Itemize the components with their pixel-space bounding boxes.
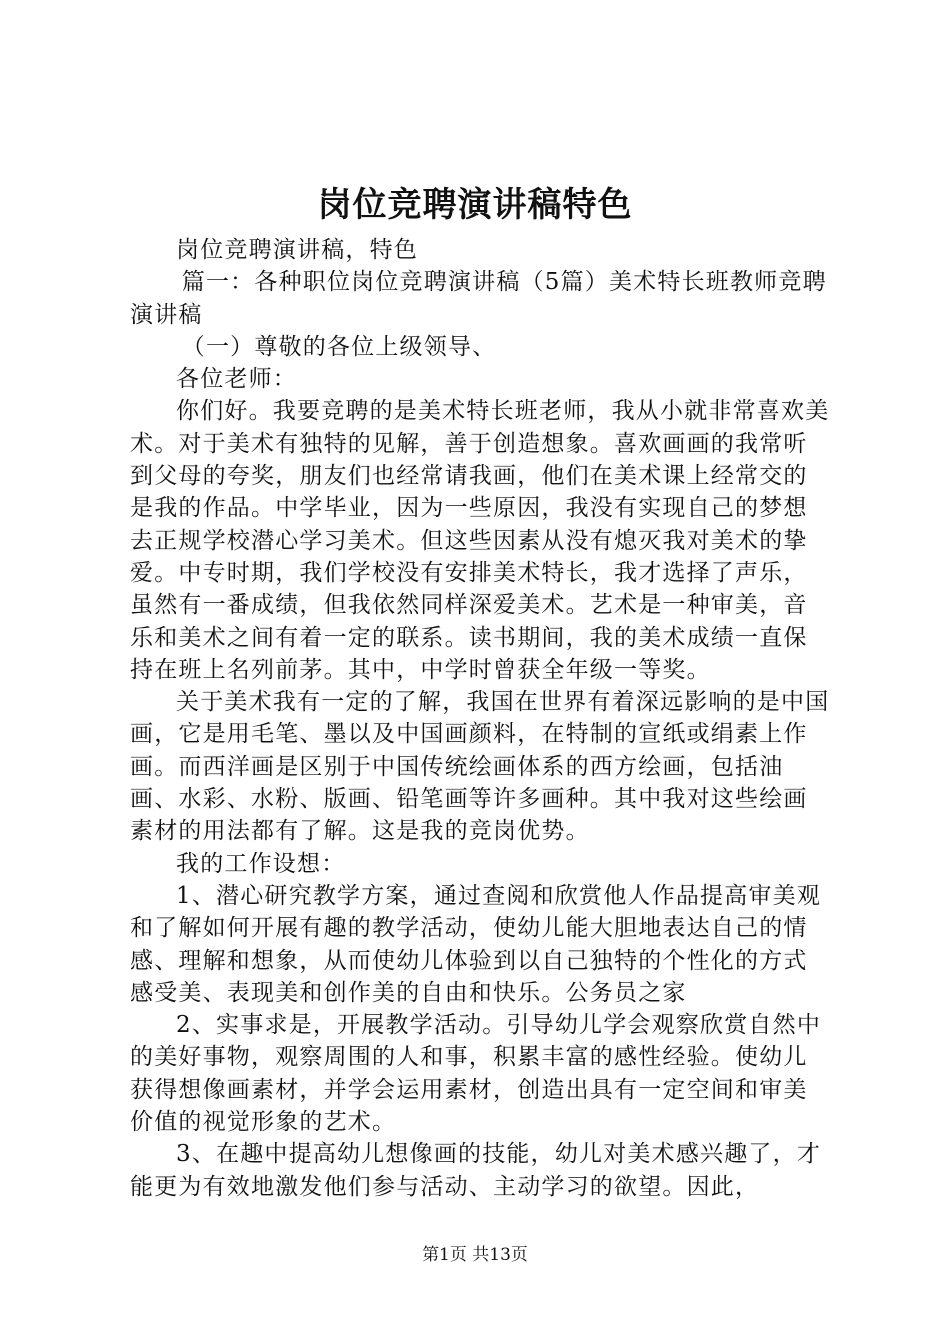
paragraph: 岗位竞聘演讲稿，特色 [176, 237, 418, 263]
paragraph: 篇一：各种职位岗位竞聘演讲稿（5篇）美术特长班教师竞聘演讲稿 [130, 269, 827, 328]
paragraph: 各位老师： [176, 366, 297, 393]
paragraph: （一）尊敬的各位上级领导、 [181, 333, 497, 360]
page-number: 第1页 共13页 [422, 1245, 528, 1265]
document-body [130, 234, 830, 1203]
paragraph: 我的工作设想： [176, 850, 346, 877]
paragraph: 关于美术我有一定的了解，我国在世界有着深远影响的是中国画，它是用毛笔、墨以及中国画颜料，在特制的宣纸或绢素上作画。而西洋画是区别于中国传统绘画体系的西方绘画，包括油画、水彩、水粉、版画、铅笔画等许多画种。其中我对这些绘画素材的用法都有了解。这是我的竞岗优势。 [130, 689, 830, 845]
document-title: 岗位竞聘演讲稿特色 [317, 185, 633, 225]
paragraph: 3、在趣中提高幼儿想像画的技能，幼儿对美术感兴趣了，才能更为有效地激发他们参与活动、主动学习的欲望。因此， [130, 1141, 822, 1200]
paragraph: 1、潜心研究教学方案，通过查阅和欣赏他人作品提高审美观和了解如何开展有趣的教学活动，使幼儿能大胆地表达自己的情感、理解和想象，从而使幼儿体验到以自己独特的个性化的方式感受美、表现美和创作美的自由和快乐。公务员之家 [130, 882, 822, 1006]
paragraph: 你们好。我要竞聘的是美术特长班老师，我从小就非常喜欢美术。对于美术有独特的见解，善于创造想象。喜欢画画的我常听到父母的夸奖，朋友们也经常请我画，他们在美术课上经常交的是我的作品。中学毕业，因为一些原因，我没有实现自己的梦想去正规学校潜心学习美术。但这些因素从没有熄灭我对美术的挚爱。中专时期，我们学校没有安排美术特长，我才选择了声乐，虽然有一番成绩，但我依然同样深爱美术。艺术是一种审美，音乐和美术之间有着一定的联系。读书期间，我的美术成绩一直保持在班上名列前茅。其中，中学时曾获全年级一等奖。 [130, 398, 830, 683]
paragraph: 2、实事求是，开展教学活动。引导幼儿学会观察欣赏自然中的美好事物，观察周围的人和事，积累丰富的感性经验。使幼儿获得想像画素材，并学会运用素材，创造出具有一定空间和审美价值的视觉形象的艺术。 [130, 1012, 822, 1136]
